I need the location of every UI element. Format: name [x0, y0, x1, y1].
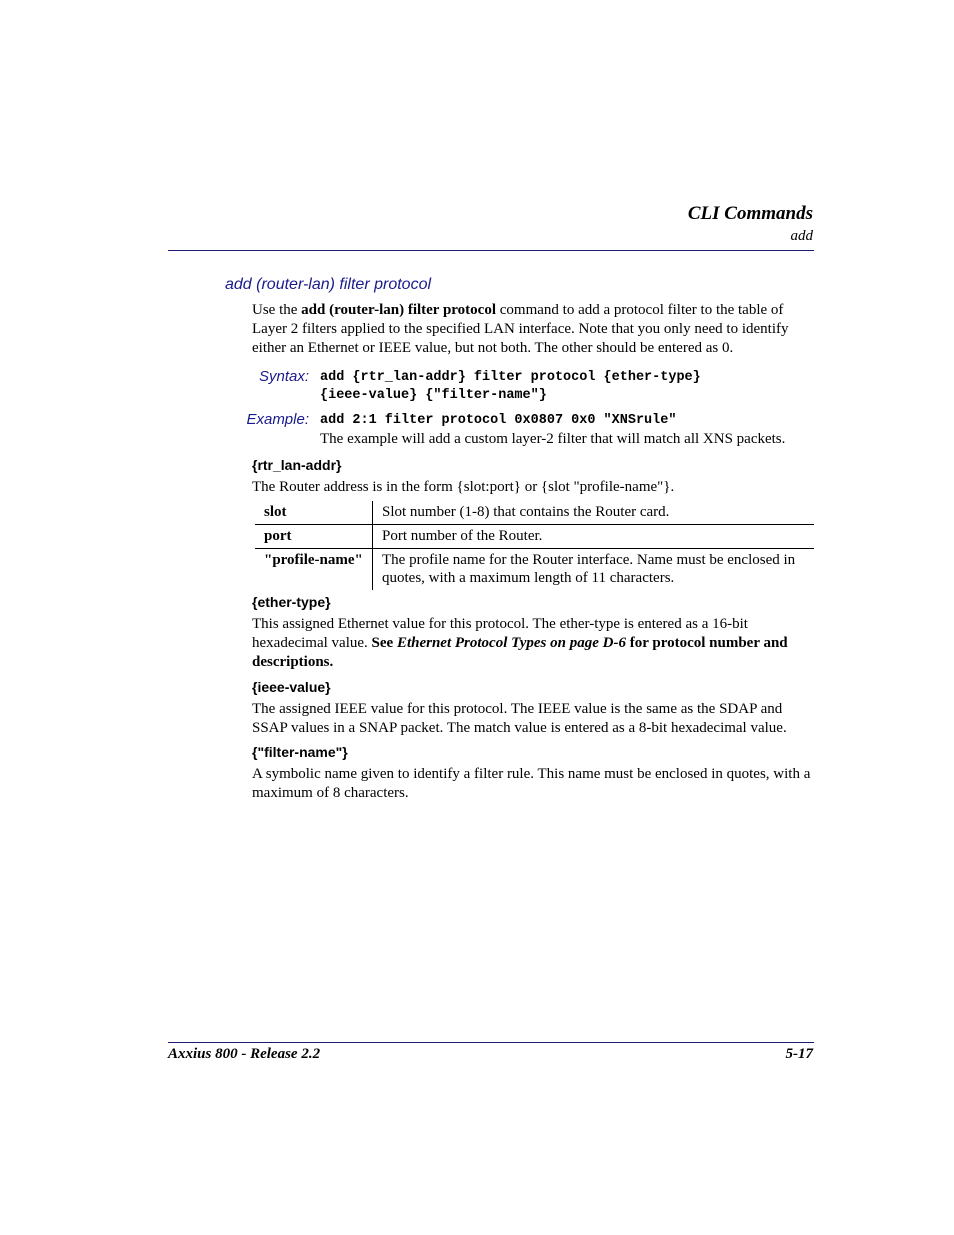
example-description: The example will add a custom layer-2 filter that will match all XNS packets. — [320, 431, 786, 447]
filter-name-text: A symbolic name given to identify a filter rule. This name must be enclosed in quotes, with a maximum of 8 characters. — [252, 766, 811, 801]
syntax-line-1: add {rtr_lan-addr} filter protocol {ether-type} — [320, 370, 701, 385]
example-code: add 2:1 filter protocol 0x0807 0x0 "XNSrule" — [320, 413, 677, 428]
param-key: "profile-name" — [255, 549, 373, 591]
intro-command: add (router-lan) filter protocol — [301, 302, 496, 318]
rtr-lan-addr-text: The Router address is in the form {slot:port} or {slot "profile-name"}. — [252, 479, 675, 495]
ieee-value-text: The assigned IEEE value for this protocol. The IEEE value is the same as the SDAP and SSAP values in a SNAP packet. The match value is entered as a 8-bit hexadecimal value. — [252, 701, 787, 736]
table-row — [255, 525, 814, 549]
footer-page-number: 5-17 — [785, 1046, 813, 1062]
ether-type-see: See — [371, 635, 397, 651]
table-row — [255, 549, 814, 591]
syntax-line-2: {ieee-value} {"filter-name"} — [320, 388, 547, 403]
ether-type-link-text[interactable]: Ethernet Protocol Types on page D-6 — [396, 635, 626, 651]
ether-type-tail: for protocol number and descriptions. — [252, 635, 788, 670]
table-row — [255, 501, 814, 525]
param-value: Port number of the Router. — [373, 525, 815, 549]
intro-pre: Use the — [252, 302, 302, 318]
ether-type-body: This assigned Ethernet value for this protocol. The ether-type is entered as a 16-bit hexadecimal value. — [252, 616, 748, 651]
footer-rule — [168, 1042, 814, 1043]
ether-type-link[interactable] — [397, 635, 626, 651]
header-title: CLI Commands — [687, 203, 813, 224]
filter-name-heading: {"filter-name"} — [252, 744, 348, 760]
section-title: add (router-lan) filter protocol — [225, 276, 432, 293]
param-key: port — [255, 525, 373, 549]
rtr-lan-addr-heading: {rtr_lan-addr} — [252, 457, 342, 473]
ieee-value-heading: {ieee-value} — [252, 679, 331, 695]
example-label: Example: — [246, 411, 309, 428]
ether-type-heading: {ether-type} — [252, 594, 331, 610]
param-value: The profile name for the Router interface. Name must be enclosed in quotes, with a maximum length of 11 characters. — [373, 549, 815, 591]
header-subtitle: add — [790, 228, 813, 244]
param-value: Slot number (1-8) that contains the Router card. — [382, 504, 670, 520]
intro-paragraph — [252, 301, 814, 358]
intro-post: command to add a protocol filter to the table of Layer 2 filters applied to the specified LAN interface. Note that you only need to identify either an Ethernet or IEEE value, but not both. The other should be entered as 0. — [252, 302, 789, 356]
header-rule — [168, 250, 814, 251]
rtr-lan-addr-table — [255, 501, 814, 590]
syntax-label: Syntax: — [258, 368, 309, 385]
param-key: slot — [255, 501, 373, 525]
ether-type-text — [252, 615, 814, 672]
footer-doc-title: Axxius 800 - Release 2.2 — [168, 1046, 321, 1062]
